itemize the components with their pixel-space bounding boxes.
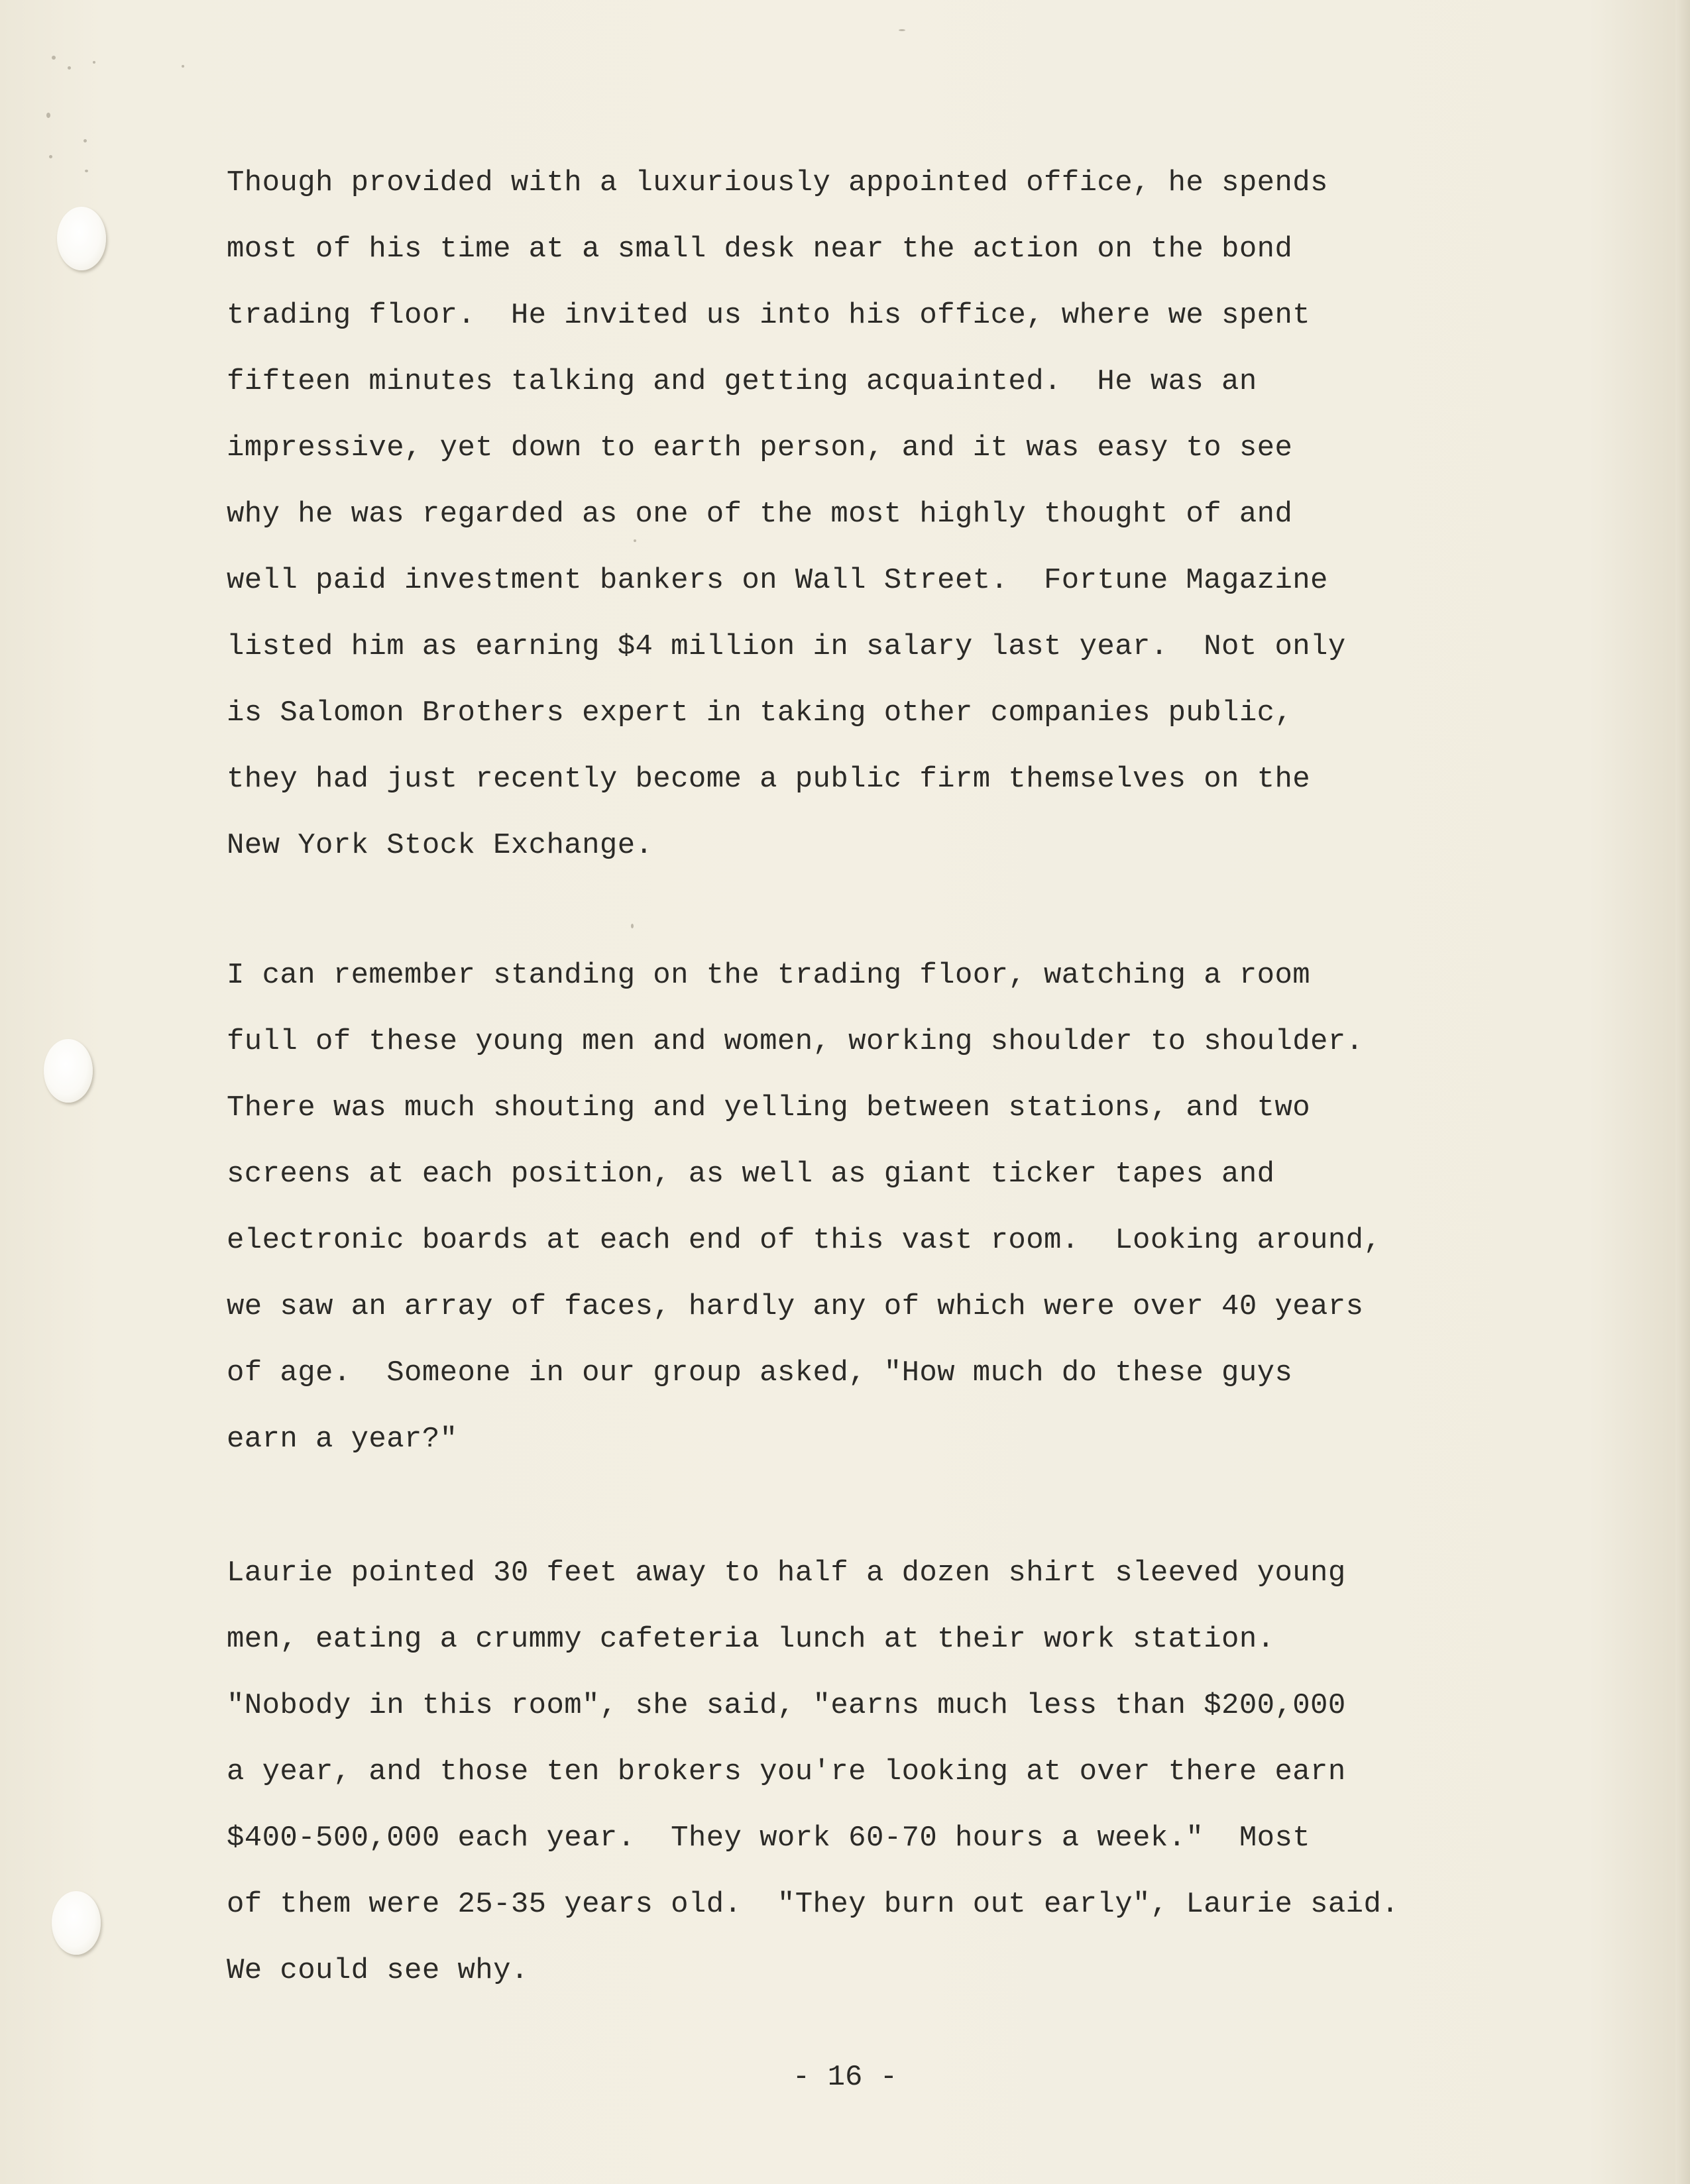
page-edge-shadow bbox=[1675, 0, 1690, 2184]
text-line: Though provided with a luxuriously appointed office, he spends bbox=[227, 166, 1328, 199]
text-line: we saw an array of faces, hardly any of which were over 40 years bbox=[227, 1290, 1364, 1323]
text-line: We could see why. bbox=[227, 1954, 529, 1987]
text-line: $400-500,000 each year. They work 60-70 hours a week." Most bbox=[227, 1822, 1311, 1855]
paper-speck bbox=[49, 155, 52, 158]
text-line: full of these young men and women, working shoulder to shoulder. bbox=[227, 1025, 1364, 1058]
text-line: well paid investment bankers on Wall Street. Fortune Magazine bbox=[227, 564, 1328, 597]
text-line: "Nobody in this room", she said, "earns much less than $200,000 bbox=[227, 1689, 1346, 1722]
text-line: I can remember standing on the trading floor, watching a room bbox=[227, 959, 1311, 992]
text-line: of age. Someone in our group asked, "How much do these guys bbox=[227, 1356, 1293, 1390]
text-line: men, eating a crummy cafeteria lunch at their work station. bbox=[227, 1623, 1275, 1656]
paper-speck bbox=[93, 61, 95, 64]
text-line: is Salomon Brothers expert in taking other companies public, bbox=[227, 696, 1293, 730]
paper-speck bbox=[46, 113, 50, 118]
text-line: they had just recently become a public firm themselves on the bbox=[227, 763, 1311, 796]
text-line: a year, and those ten brokers you're looking at over there earn bbox=[227, 1755, 1346, 1788]
text-line: why he was regarded as one of the most highly thought of and bbox=[227, 498, 1293, 531]
text-line: earn a year?" bbox=[227, 1423, 458, 1456]
text-line: fifteen minutes talking and getting acquainted. He was an bbox=[227, 365, 1257, 398]
text-line: screens at each position, as well as giant ticker tapes and bbox=[227, 1158, 1275, 1191]
punch-hole bbox=[57, 207, 106, 270]
paper-speck bbox=[84, 139, 87, 142]
text-line: of them were 25-35 years old. "They burn out early", Laurie said. bbox=[227, 1888, 1400, 1921]
page-number: - 16 - bbox=[792, 2061, 898, 2094]
text-line: most of his time at a small desk near the action on the bond bbox=[227, 233, 1293, 266]
text-line: trading floor. He invited us into his office, where we spent bbox=[227, 299, 1311, 332]
paper-speck bbox=[52, 56, 56, 60]
paragraph-3 bbox=[227, 1540, 1399, 2004]
text-line: impressive, yet down to earth person, and it was easy to see bbox=[227, 431, 1293, 464]
paragraph-1 bbox=[227, 150, 1346, 879]
paragraph-2 bbox=[227, 942, 1381, 1472]
text-line: New York Stock Exchange. bbox=[227, 829, 653, 862]
text-line: electronic boards at each end of this vast room. Looking around, bbox=[227, 1224, 1382, 1257]
paper-speck bbox=[68, 66, 71, 70]
paper-speck bbox=[182, 65, 184, 68]
paper-speck bbox=[85, 170, 88, 172]
text-line: Laurie pointed 30 feet away to half a dozen shirt sleeved young bbox=[227, 1556, 1346, 1590]
text-line: There was much shouting and yelling between stations, and two bbox=[227, 1091, 1311, 1124]
paper-speck bbox=[631, 924, 634, 928]
paper-speck bbox=[899, 29, 905, 31]
punch-hole bbox=[52, 1891, 101, 1955]
punch-hole bbox=[44, 1039, 93, 1103]
text-line: listed him as earning $4 million in salary last year. Not only bbox=[227, 630, 1346, 663]
